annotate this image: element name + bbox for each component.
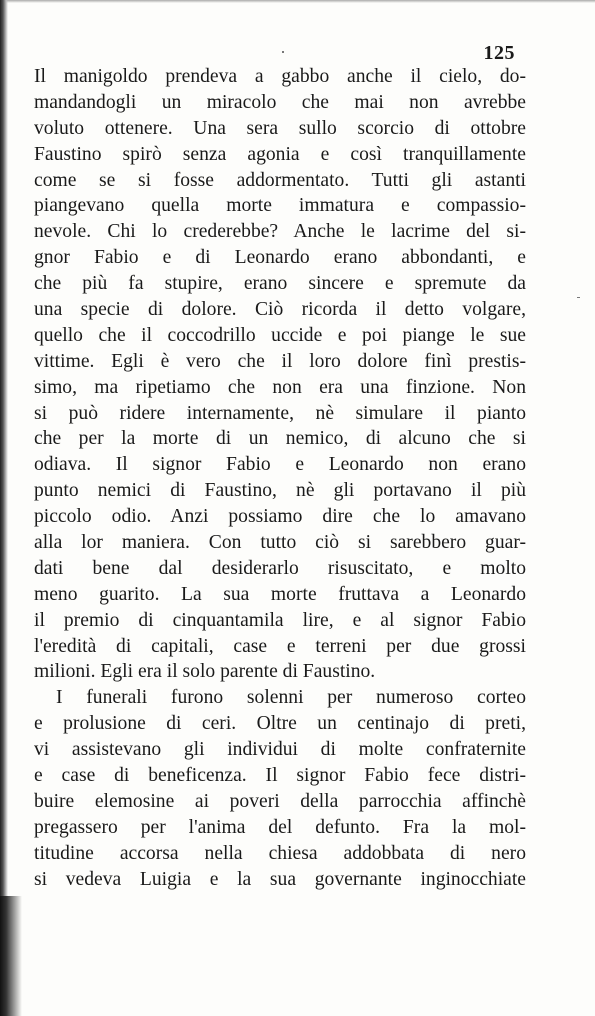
text-line: titudine accorsa nella chiesa addobbata di nero (34, 842, 526, 864)
paragraph-start-line: I funerali furono solenni per numeroso corteo (56, 687, 526, 709)
text-line: piangevano quella morte immatura e compassio- (34, 195, 526, 217)
text-line: punto nemici di Faustino, nè gli portavano il più (34, 480, 526, 502)
text-line: si può ridere internamente, nè simulare il pianto (34, 402, 526, 424)
page-corner-shadow (0, 896, 22, 1016)
text-line: Il manigoldo prendeva a gabbo anche il cielo, do- (34, 66, 526, 87)
text-line: odiava. Il signor Fabio e Leonardo non erano (34, 454, 526, 476)
text-line: alla lor maniera. Con tutto ciò si sarebbero guar- (34, 532, 526, 554)
text-line: piccolo odio. Anzi possiamo dire che lo amavano (34, 506, 526, 528)
text-line: simo, ma ripetiamo che non era una finzione. Non (34, 376, 526, 398)
paper-speck (577, 297, 580, 298)
text-line: nevole. Chi lo crederebbe? Anche le lacrime del si- (34, 221, 526, 243)
text-line: voluto ottenere. Una sera sullo scorcio di ottobre (34, 117, 526, 139)
text-line: che più fa stupire, erano sincere e spremute da (34, 273, 526, 295)
text-line: quello che il coccodrillo uccide e poi piange le sue (34, 324, 526, 346)
body-text (34, 64, 526, 893)
text-line: una specie di dolore. Ciò ricorda il detto volgare, (34, 299, 526, 321)
text-line: gnor Fabio e di Leonardo erano abbondanti, e (34, 247, 526, 269)
text-line: che per la morte di un nemico, di alcuno che si (34, 428, 526, 450)
paper-speck (282, 51, 284, 53)
text-line: buire elemosine ai poveri della parrocchia affinchè (34, 790, 526, 812)
text-line: si vedeva Luigia e la sua governante inginocchiate (34, 868, 526, 890)
text-line: vi assistevano gli individui di molte confraternite (34, 739, 526, 761)
text-line: dati bene dal desiderarlo risuscitato, e molto (34, 557, 526, 579)
text-line: e case di beneficenza. Il signor Fabio fece distri- (34, 765, 526, 787)
text-line: Faustino spirò senza agonia e così tranquillamente (34, 143, 526, 165)
text-line: il premio di cinquantamila lire, e al signor Fabio (34, 609, 526, 631)
text-line: e prolusione di ceri. Oltre un centinajo di preti, (34, 713, 526, 735)
text-line: come se si fosse addormentato. Tutti gli astanti (34, 169, 526, 191)
page-top-edge (0, 0, 595, 3)
text-line: meno guarito. La sua morte fruttava a Leonardo (34, 583, 526, 605)
page-number: 125 (483, 42, 515, 64)
text-line: mandandogli un miracolo che mai non avrebbe (34, 91, 526, 113)
page-binding-edge (0, 0, 8, 1016)
text-line: vittime. Egli è vero che il loro dolore finì prestis- (34, 350, 526, 372)
text-line: pregassero per l'anima del defunto. Fra la mol- (34, 816, 526, 838)
paragraph-end-line: milioni. Egli era il solo parente di Faustino. (34, 661, 376, 683)
text-line: l'eredità di capitali, case e terreni per due grossi (34, 635, 526, 657)
